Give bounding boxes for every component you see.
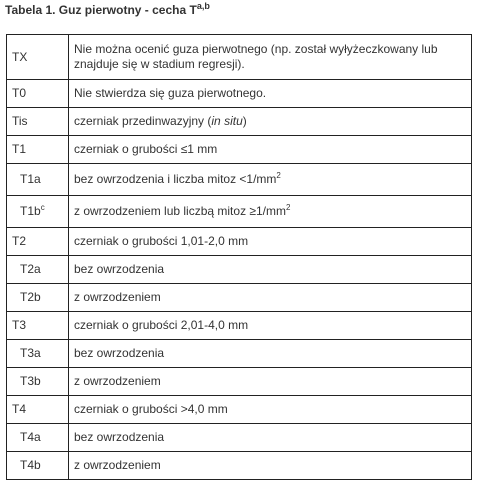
- row-code: [7, 228, 69, 256]
- row-code-text: T1b: [20, 204, 41, 218]
- row-description-text: czerniak o grubości >4,0 mm: [74, 402, 228, 416]
- table-row: [7, 164, 472, 196]
- table-caption-text: Tabela 1. Guz pierwotny - cecha T: [5, 3, 197, 17]
- row-description-text: czerniak o grubości 1,01-2,0 mm: [74, 234, 249, 248]
- table-caption: [5, 3, 210, 17]
- table-row: [7, 228, 472, 256]
- row-description-text: czerniak przedinwazyjny (: [74, 114, 212, 128]
- row-code: [7, 196, 69, 228]
- table-row: [7, 424, 472, 452]
- row-description-sup: 2: [276, 171, 281, 180]
- row-code-text: T4: [12, 402, 27, 416]
- row-description: [69, 424, 472, 452]
- table-row: [7, 396, 472, 424]
- row-description-text: z owrzodzeniem lub liczbą mitoz ≥1/mm: [74, 204, 286, 218]
- row-code-text: T4b: [20, 458, 41, 472]
- row-description: [69, 396, 472, 424]
- row-code: [7, 256, 69, 284]
- row-description-italic: in situ: [211, 114, 243, 128]
- row-code: [7, 368, 69, 396]
- row-code-text: T0: [12, 86, 27, 100]
- table-caption-sup: a,b: [196, 1, 210, 11]
- row-code-text: T2b: [20, 290, 41, 304]
- table-row: [7, 196, 472, 228]
- row-code: [7, 164, 69, 196]
- row-description: [69, 164, 472, 196]
- table-row: [7, 35, 472, 80]
- row-code-text: T3: [12, 318, 27, 332]
- row-code-text: T1a: [20, 172, 41, 186]
- row-description-text: Nie stwierdza się guza pierwotnego.: [74, 86, 267, 100]
- row-description: [69, 368, 472, 396]
- table-row: [7, 452, 472, 480]
- row-description: [69, 340, 472, 368]
- table-row: [7, 256, 472, 284]
- row-description: [69, 136, 472, 164]
- row-description-text: bez owrzodzenia i liczba mitoz <1/mm: [74, 172, 277, 186]
- t-category-table: [6, 34, 472, 480]
- row-code: [7, 340, 69, 368]
- row-code: [7, 312, 69, 340]
- row-code: [7, 35, 69, 80]
- row-description: [69, 80, 472, 108]
- table-row: [7, 368, 472, 396]
- row-description: [69, 284, 472, 312]
- row-description: [69, 312, 472, 340]
- table-row: [7, 312, 472, 340]
- row-description-after: ): [242, 114, 247, 128]
- row-description-text: czerniak o grubości 2,01-4,0 mm: [74, 318, 249, 332]
- row-description-text: Nie można ocenić guza pierwotnego (np. został wyłyżeczkowany lub znajduje się w stadium regresji).: [74, 42, 438, 71]
- row-code-text: T2a: [20, 262, 41, 276]
- row-code-text: Tis: [12, 114, 28, 128]
- table-row: [7, 108, 472, 136]
- row-code-text: T4a: [20, 430, 41, 444]
- row-code-text: T3b: [20, 374, 41, 388]
- row-code-text: T2: [12, 234, 27, 248]
- row-description-text: bez owrzodzenia: [74, 430, 165, 444]
- table-row: [7, 340, 472, 368]
- row-code-sup: c: [40, 203, 45, 212]
- row-description-text: bez owrzodzenia: [74, 262, 165, 276]
- row-description: [69, 228, 472, 256]
- row-code: [7, 396, 69, 424]
- row-code: [7, 284, 69, 312]
- row-code: [7, 80, 69, 108]
- row-code: [7, 452, 69, 480]
- row-code: [7, 108, 69, 136]
- row-description-text: z owrzodzeniem: [74, 458, 161, 472]
- table-row: [7, 136, 472, 164]
- row-code-text: T3a: [20, 346, 41, 360]
- table-body: [7, 35, 472, 480]
- table-row: [7, 284, 472, 312]
- row-description-sup: 2: [286, 203, 291, 212]
- row-code: [7, 424, 69, 452]
- row-code-text: T1: [12, 142, 27, 156]
- table-row: [7, 80, 472, 108]
- row-description-text: czerniak o grubości ≤1 mm: [74, 142, 218, 156]
- row-description-text: bez owrzodzenia: [74, 346, 165, 360]
- row-description: [69, 108, 472, 136]
- row-code: [7, 136, 69, 164]
- row-description: [69, 452, 472, 480]
- row-description-text: z owrzodzeniem: [74, 374, 161, 388]
- row-description: [69, 35, 472, 80]
- row-description-text: z owrzodzeniem: [74, 290, 161, 304]
- row-description: [69, 256, 472, 284]
- row-description: [69, 196, 472, 228]
- row-code-text: TX: [12, 49, 28, 64]
